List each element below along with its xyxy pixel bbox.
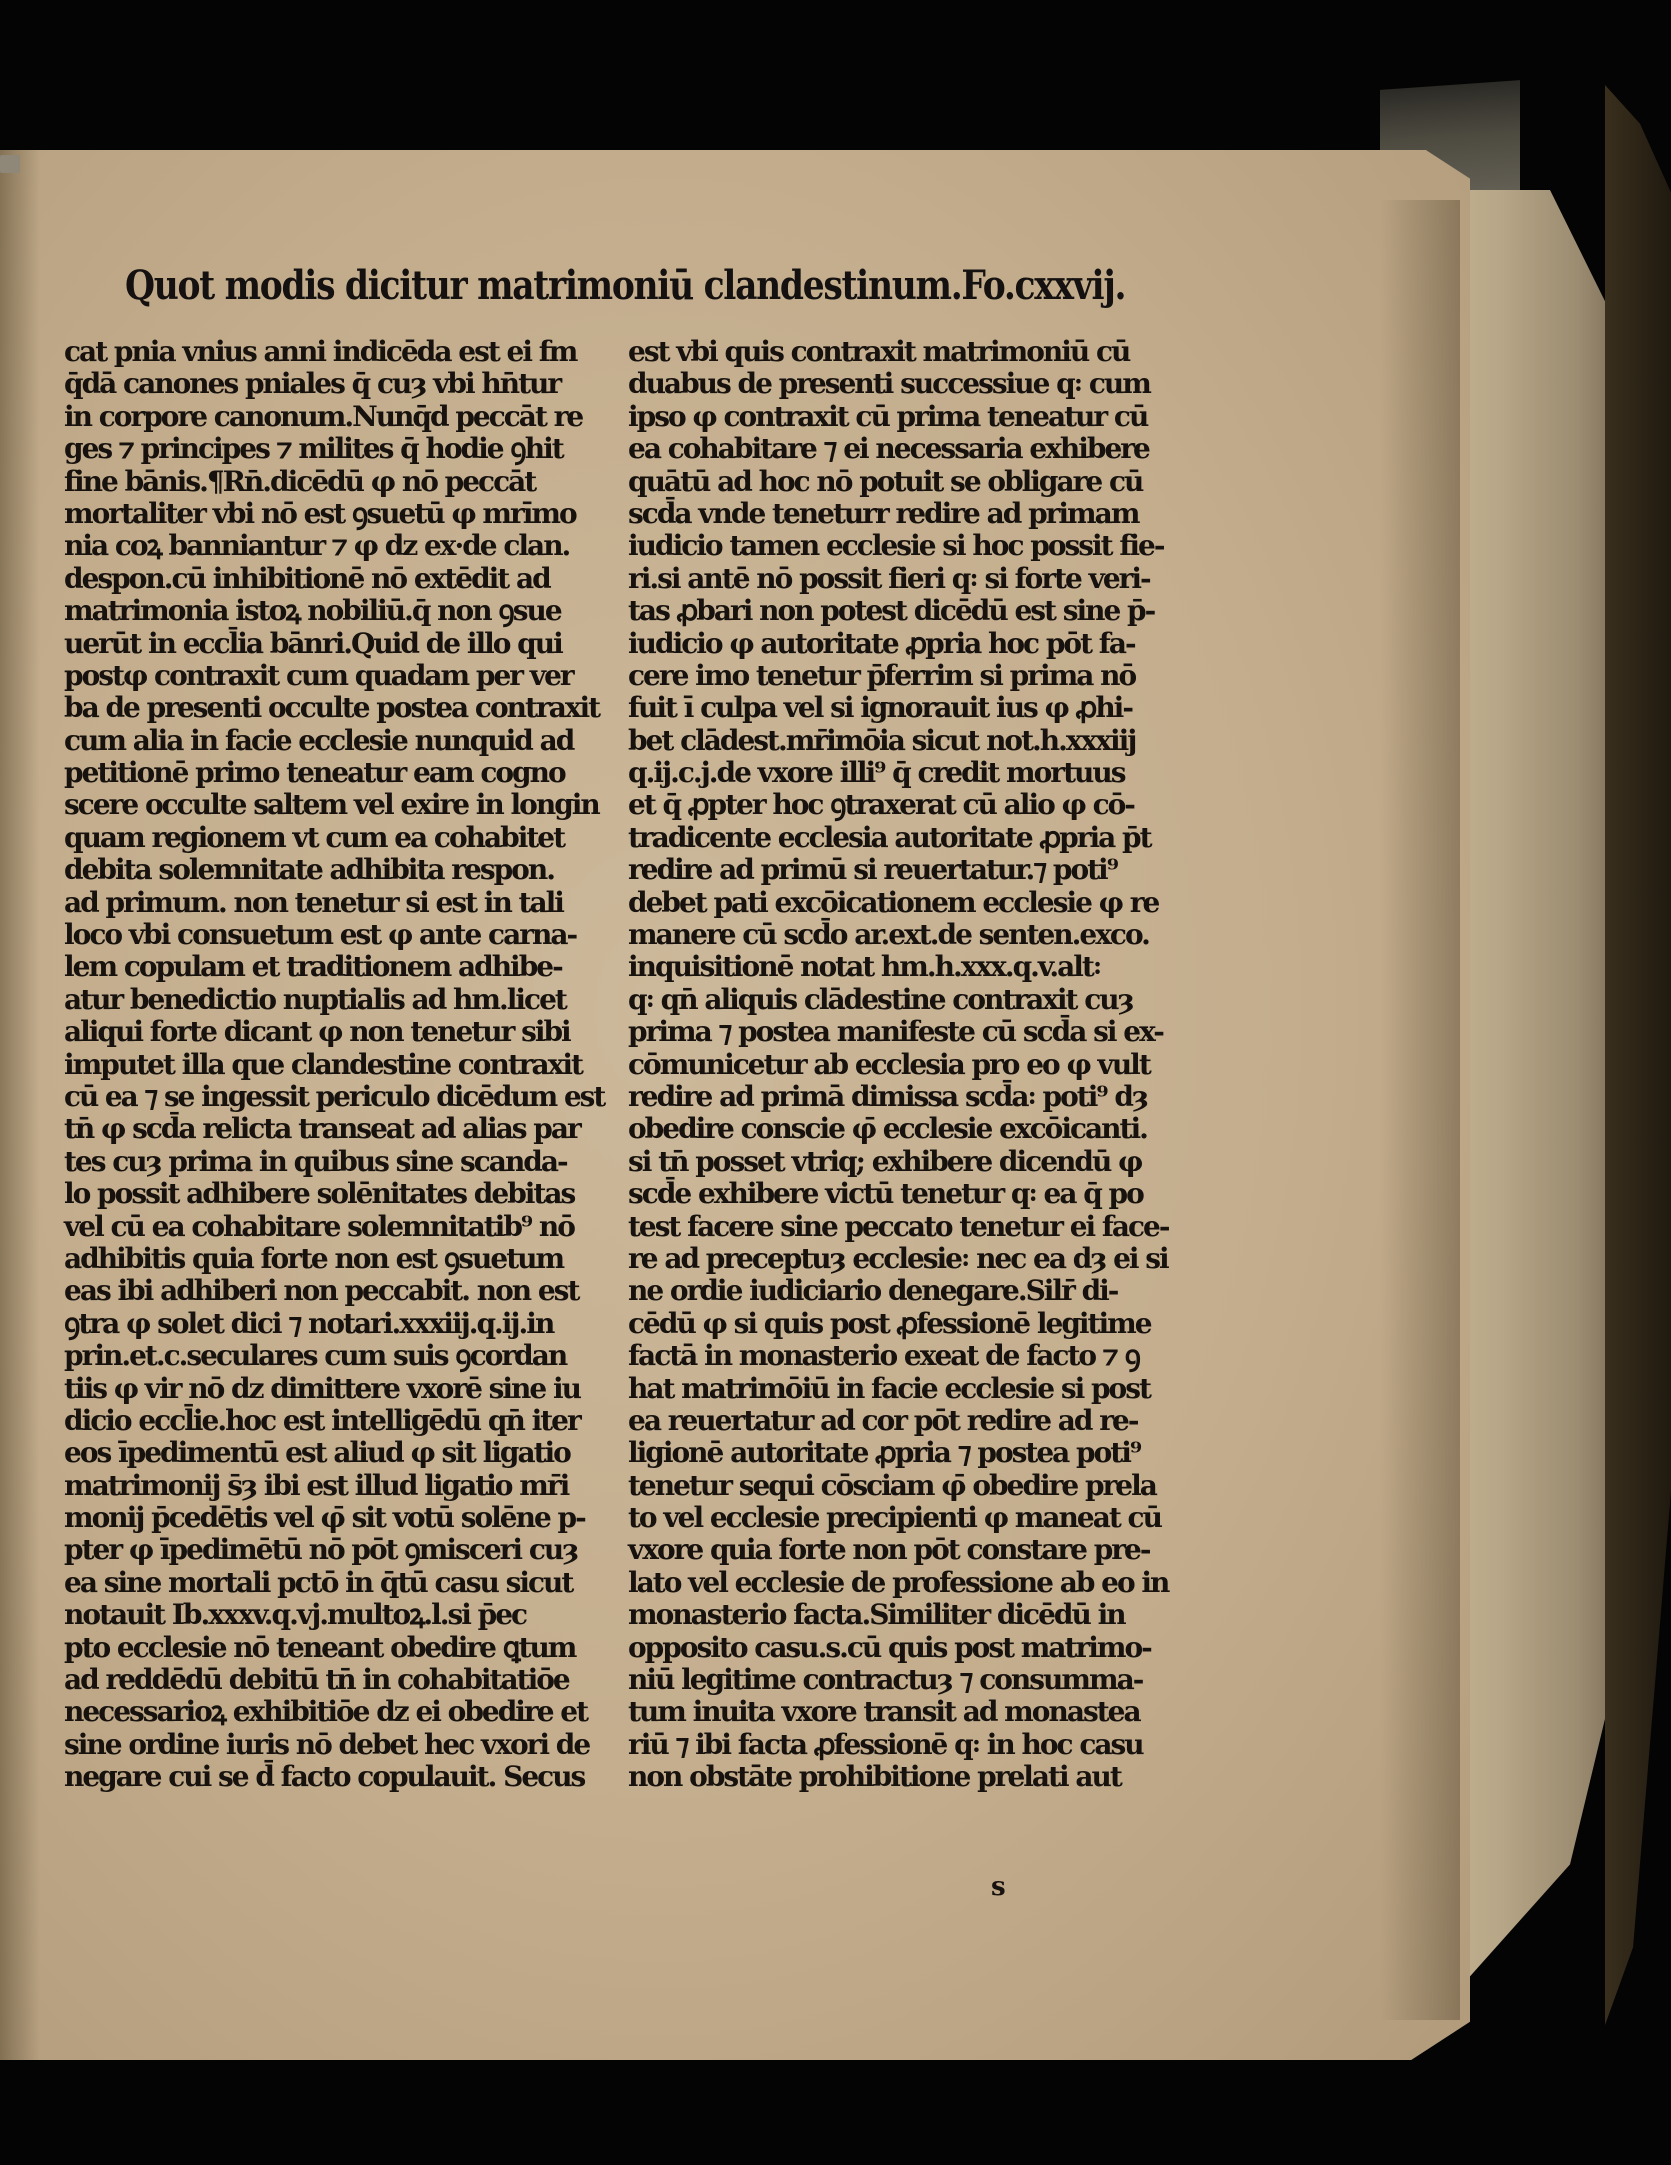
text-line: redire ad primā dimissa scd̄a꞉ poti⁹ dȝ [628,1079,1147,1113]
text-line: nia coꝝ banniantur ⁊ φ dz ex·de clan. [64,529,570,563]
text-line: bet clādest.mr̄imōia sicut not.h.xxxiij [628,723,1136,757]
text-line: adhibitis quia forte non est ꝯsuetum [64,1241,564,1275]
text-line: despon.cū inhibitionē nō extēdit ad [64,561,550,595]
text-line: quam regionem vt cum ea cohabitet [64,820,565,854]
text-line: cēdū φ si quis post ꝓfessionē legitime [628,1306,1151,1340]
text-line: q꞉ qn̄ aliquis clādestine contraxit cuȝ [628,982,1133,1016]
text-line: postφ contraxit cum quadam per ver [64,658,573,692]
text-line: ꝯtra φ solet dici ⁊ notari.xxxiij.q.ij.in [64,1306,554,1340]
text-line: lato vel ecclesie de professione ab eo in [628,1565,1169,1599]
page-edge-shadow [1380,200,1460,2020]
text-line: non obstāte prohibitione prelati aut [628,1760,1121,1794]
text-line: sine ordine iuris nō debet hec vxori de [64,1727,590,1761]
text-line: manere cū scd̄o ar.ext.de senten.exco. [628,918,1149,952]
text-line: test facere sine peccato tenetur ei face- [628,1209,1169,1243]
text-line: tenetur sequi cōsciam φ̄ obedire prela [628,1468,1156,1502]
text-line: tradicente ecclesia autoritate ꝓpria p̄t [628,820,1151,854]
text-line: dicio eccl̄ie.hoc est intelligēdū qn̄ iter [64,1403,580,1437]
text-line: in corpore canonum.Nunq̄d peccāt re [64,399,583,433]
text-line: q̄dā canones pniales q̄ cuȝ vbi hn̄tur [64,367,561,401]
text-line: ad primum. non tenetur si est in tali [64,885,563,919]
book-cover-board [1605,85,1671,2025]
text-line: ges ⁊ principes ⁊ milites q̄ hodie ꝯhit [64,432,563,466]
text-line: quātū ad hoc nō potuit se obligare cū [628,464,1143,498]
text-line: cere imo tenetur p̄ferrim si prima nō [628,658,1136,692]
text-line: monasterio facta.Similiter dicēdū in [628,1598,1125,1632]
text-line: scere occulte saltem vel exire in longin [64,788,599,822]
text-line: cum alia in facie ecclesie nunquid ad [64,723,574,757]
text-line: redire ad primū si reuertatur.⁊ poti⁹ [628,853,1117,887]
text-line: prin.et.c.seculares cum suis ꝯcordan [64,1339,567,1373]
text-line: monij p̄cedētis vel φ̄ sit votū solēne p- [64,1501,585,1535]
text-line: lo possit adhibere solēnitates debitas [64,1177,575,1211]
text-line: ba de presenti occulte postea contraxit [64,691,600,725]
running-head: Quot modis dicitur matrimoniū clandestinum.Fo.cxxvij. [125,262,1126,309]
text-line: aliqui forte dicant φ non tenetur sibi [64,1015,570,1049]
text-line: notauit Ib.xxxv.q.vj.multoꝝ.l.si p̄ec [64,1598,527,1632]
text-line: hat matrimōiū in facie ecclesie si post [628,1371,1150,1405]
text-line: si tn̄ posset vtriq; exhibere dicendū φ [628,1144,1142,1178]
text-line: uerūt in eccl̄ia bānri.Quid de illo qui [64,626,562,660]
text-line: factā in monasterio exeat de facto ⁊ ꝯ [628,1339,1140,1373]
text-line: scd̄a vnde teneturr redire ad primam [628,496,1139,530]
text-line: q.ij.c.j.de vxore illi⁹ q̄ credit mortuus [628,756,1125,790]
text-line: fuit ī culpa vel si ignorauit ius φ ꝓhi- [628,691,1132,725]
text-line: cōmunicetur ab ecclesia pro eo φ vult [628,1047,1150,1081]
text-line: opposito casu.s.cū quis post matrimo- [628,1630,1151,1664]
text-line: tes cuȝ prima in quibus sine scanda- [64,1144,567,1178]
text-line: prima ⁊ postea manifeste cū scd̄a si ex- [628,1015,1163,1049]
text-line: ipso φ contraxit cū prima teneatur cū [628,399,1148,433]
clip-mark [0,155,20,173]
text-line: tas ꝓbari non potest dicēdū est sine p̄- [628,594,1155,628]
text-line: tum inuita vxore transit ad monastea [628,1695,1140,1729]
text-line: fine bānis.¶Rn̄.dicēdū φ nō peccāt [64,464,536,498]
text-line: est vbi quis contraxit matrimoniū cū [628,335,1130,368]
text-line: tn̄ φ scd̄a relicta transeat ad alias par [64,1112,580,1146]
text-line: pto ecclesie nō teneant obedire ꝗtum [64,1630,576,1664]
text-line: lem copulam et traditionem adhibe- [64,950,562,984]
text-line: scd̄e exhibere victū tenetur q꞉ ea q̄ po [628,1177,1143,1211]
text-line: ligionē autoritate ꝓpria ⁊ postea poti⁹ [628,1436,1141,1470]
text-line: imputet illa que clandestine contraxit [64,1047,582,1081]
text-line: eas ibi adhiberi non peccabit. non est [64,1274,579,1308]
text-line: necessarioꝝ exhibitiōe dz ei obedire et [64,1695,587,1729]
text-line: duabus de presenti successiue q꞉ cum [628,367,1150,401]
text-line: atur benedictio nuptialis ad hm.licet [64,982,566,1016]
right-column [628,336,1168,1794]
text-line: eos īpedimentū est aliud φ sit ligatio [64,1436,570,1470]
text-line: obedire conscie φ̄ ecclesie excōicanti. [628,1112,1147,1146]
text-line: ea cohabitare ⁊ ei necessaria exhibere [628,432,1149,466]
text-line: negare cui se d̄ facto copulauit. Secus [64,1760,585,1794]
text-line: ne ordie iudiciario denegare.Silr̄ di- [628,1274,1118,1308]
text-line: ea sine mortali pctō in q̄tū casu sicut [64,1565,573,1599]
text-line: ri.si antē nō possit fieri q꞉ si forte veri- [628,561,1150,595]
text-line: iudicio tamen ecclesie si hoc possit fie- [628,529,1164,563]
text-line: ad reddēdū debitū tn̄ in cohabitatiōe [64,1663,569,1697]
text-line: re ad preceptuȝ ecclesie꞉ nec ea dȝ ei si [628,1241,1168,1275]
page-gutter-shadow [0,150,40,2060]
text-line: riū ⁊ ibi facta ꝓfessionē q꞉ in hoc casu [628,1727,1143,1761]
text-line: inquisitionē notat hm.h.xxx.q.v.alt꞉ [628,950,1101,984]
text-line: pter φ īpedimētū nō pōt ꝯmisceri cuȝ [64,1533,578,1567]
text-line: loco vbi consuetum est φ ante carna- [64,918,577,952]
text-line: cat pnia vnius anni indicēda est ei fm [64,335,577,368]
left-column [64,336,604,1794]
text-line: mortaliter vbi nō est ꝯsuetū φ mrīmo [64,496,576,530]
text-line: debita solemnitate adhibita respon. [64,853,554,887]
text-line: iudicio φ autoritate ꝓpria hoc pōt fa- [628,626,1135,660]
text-line: debet pati excōicationem ecclesie φ re [628,885,1159,919]
text-line: matrimonij s̄ȝ ibi est illud ligatio mr̄i [64,1468,569,1502]
text-line: petitionē primo teneatur eam cogno [64,756,565,790]
text-line: to vel ecclesie precipienti φ maneat cū [628,1501,1161,1535]
text-line: matrimonia istoꝝ nobiliū.q̄ non ꝯsue [64,594,561,628]
text-line: cū ea ⁊ se ingessit periculo dicēdum est [64,1079,605,1113]
text-line: vel cū ea cohabitare solemnitatib⁹ nō [64,1209,574,1243]
signature-mark: s [991,1872,1006,1902]
text-line: tiis φ vir nō dz dimittere vxorē sine iu [64,1371,580,1405]
text-line: niū legitime contractuȝ ⁊ consumma- [628,1663,1143,1697]
text-line: et q̄ ꝓpter hoc ꝯtraxerat cū alio φ cō- [628,788,1134,822]
text-line: ea reuertatur ad cor pōt redire ad re- [628,1403,1138,1437]
text-line: vxore quia forte non pōt constare pre- [628,1533,1150,1567]
